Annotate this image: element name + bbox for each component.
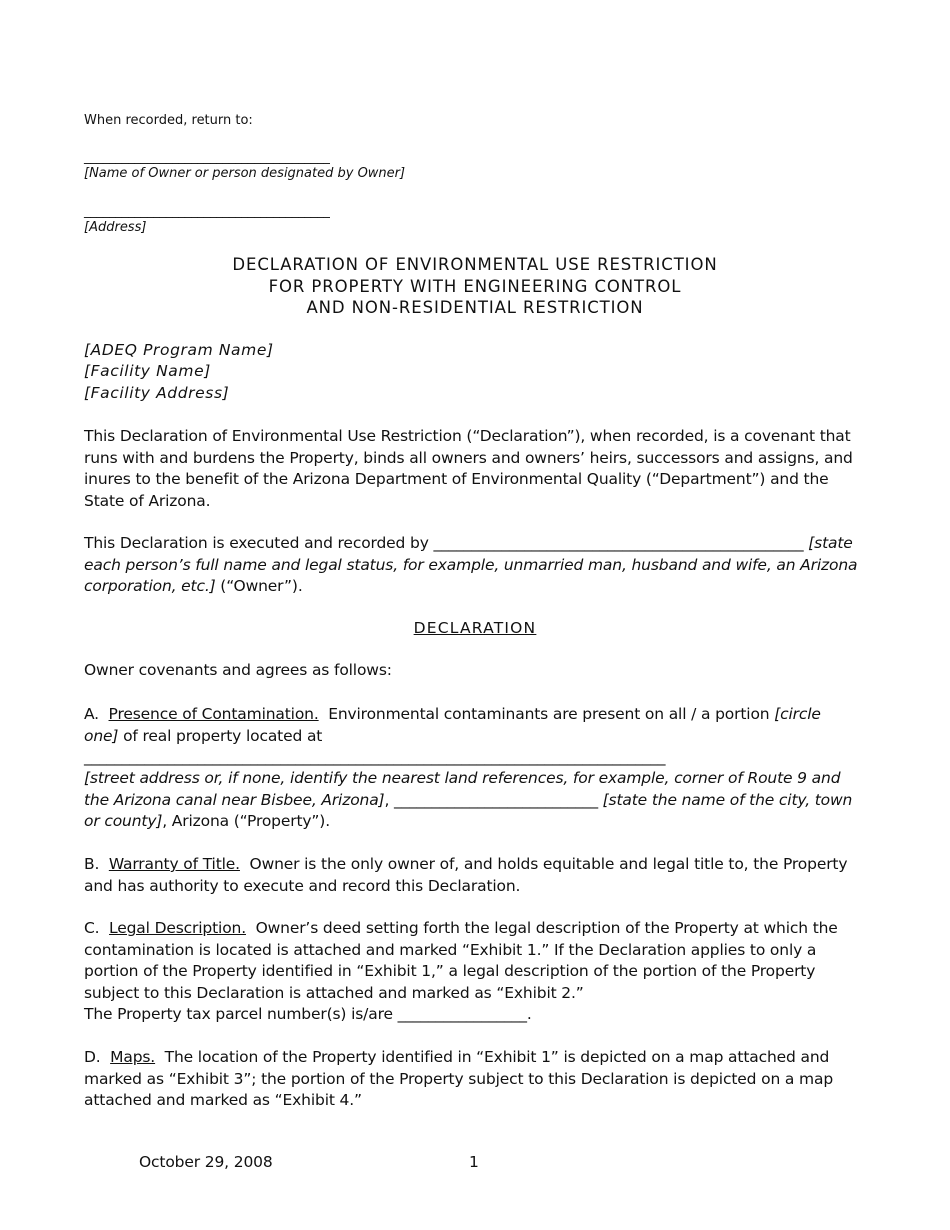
section-a-circle-hint: [circle one] [84, 705, 821, 745]
section-a-heading: Presence of Contamination. [108, 705, 319, 723]
section-d-heading: Maps. [110, 1048, 156, 1066]
declaration-heading: DECLARATION [413, 619, 537, 637]
section-b-heading: Warranty of Title. [108, 855, 240, 873]
section-a-text-2: of real property located at [118, 726, 323, 745]
document-title-line-1: DECLARATION OF ENVIRONMENTAL USE RESTRICTION [232, 255, 718, 274]
section-a-label: A. [84, 705, 99, 723]
section-a-location [84, 768, 859, 833]
section-a-address-blank: _____________________________________________________________________________ [84, 748, 666, 766]
executed-by-blank: _________________________________________________ [433, 534, 804, 552]
section-a [84, 704, 859, 747]
adeq-program-name: [ADEQ Program Name] [84, 341, 274, 359]
facility-address: [Facility Address] [84, 384, 230, 402]
covenants-intro: Owner covenants and agrees as follows: [84, 661, 392, 679]
return-to-label: When recorded, return to: [84, 113, 253, 128]
owner-name-label: [Name of Owner or person designated by Owner] [84, 166, 406, 181]
section-c [84, 918, 874, 1004]
executed-by-hint: [state each person’s full name and legal status, for example, unmarried man, husband and wife, an Arizona corporation, etc.] [84, 534, 858, 595]
section-a-separator: , [384, 790, 395, 809]
owner-blank-line: _______________________________________ [84, 150, 330, 165]
executed-by-paragraph [84, 533, 874, 598]
executed-by-tail: (“Owner”). [215, 577, 303, 595]
address-blank-line: _______________________________________ [84, 204, 330, 219]
section-b-label: B. [84, 855, 100, 873]
section-a-address-hint: [street address or, if none, identify the nearest land references, for example, corner of Route 9 and the Arizona canal near Bisbee, Arizona] [84, 769, 841, 809]
section-c-heading: Legal Description. [109, 919, 246, 937]
document-title-line-2: FOR PROPERTY WITH ENGINEERING CONTROL [268, 277, 682, 296]
document-title-line-3: AND NON-RESIDENTIAL RESTRICTION [306, 298, 644, 317]
section-b [84, 854, 864, 897]
section-d [84, 1047, 854, 1112]
section-b-text: Owner is the only owner of, and holds equitable and legal title to, the Property and has authority to execute and record this Declaration. [84, 855, 848, 895]
section-d-text: The location of the Property identified in “Exhibit 1” is depicted on a map attached and marked as “Exhibit 3”; the portion of the Property subject to this Declaration is depicted on a map attached and marked as “Exhibit 4.” [84, 1048, 834, 1109]
executed-by-text: This Declaration is executed and recorded by [84, 534, 434, 552]
section-c-parcel-number: The Property tax parcel number(s) is/are _________________. [84, 1005, 532, 1023]
section-a-city-hint: [state the name of the city, town or county] [84, 790, 853, 830]
section-c-text: Owner’s deed setting forth the legal description of the Property at which the contamination is located is attached and marked “Exhibit 1.” If the Declaration applies to only a portion of the Property identified in “Exhibit 1,” a legal description of the portion of the Property subject to this Declaration is attached and marked as “Exhibit 2.” [84, 919, 838, 1002]
intro-paragraph: This Declaration of Environmental Use Restriction (“Declaration”), when recorded, is a covenant that runs with and burdens the Property, binds all owners and owners’ heirs, successors and assigns, and inures to the benefit of the Arizona Department of Environmental Quality (“Department”) and the State of Arizona. [84, 427, 853, 510]
facility-name: [Facility Name] [84, 362, 211, 380]
page-number: 1 [469, 1153, 479, 1171]
section-c-label: C. [84, 919, 100, 937]
section-a-tail: , Arizona (“Property”). [162, 812, 330, 830]
section-d-label: D. [84, 1048, 101, 1066]
address-label: [Address] [84, 220, 147, 235]
footer-date: October 29, 2008 [139, 1153, 273, 1171]
section-a-city-blank: ___________________________ [394, 790, 598, 809]
section-a-text: Environmental contaminants are present on all / a portion [328, 705, 775, 723]
